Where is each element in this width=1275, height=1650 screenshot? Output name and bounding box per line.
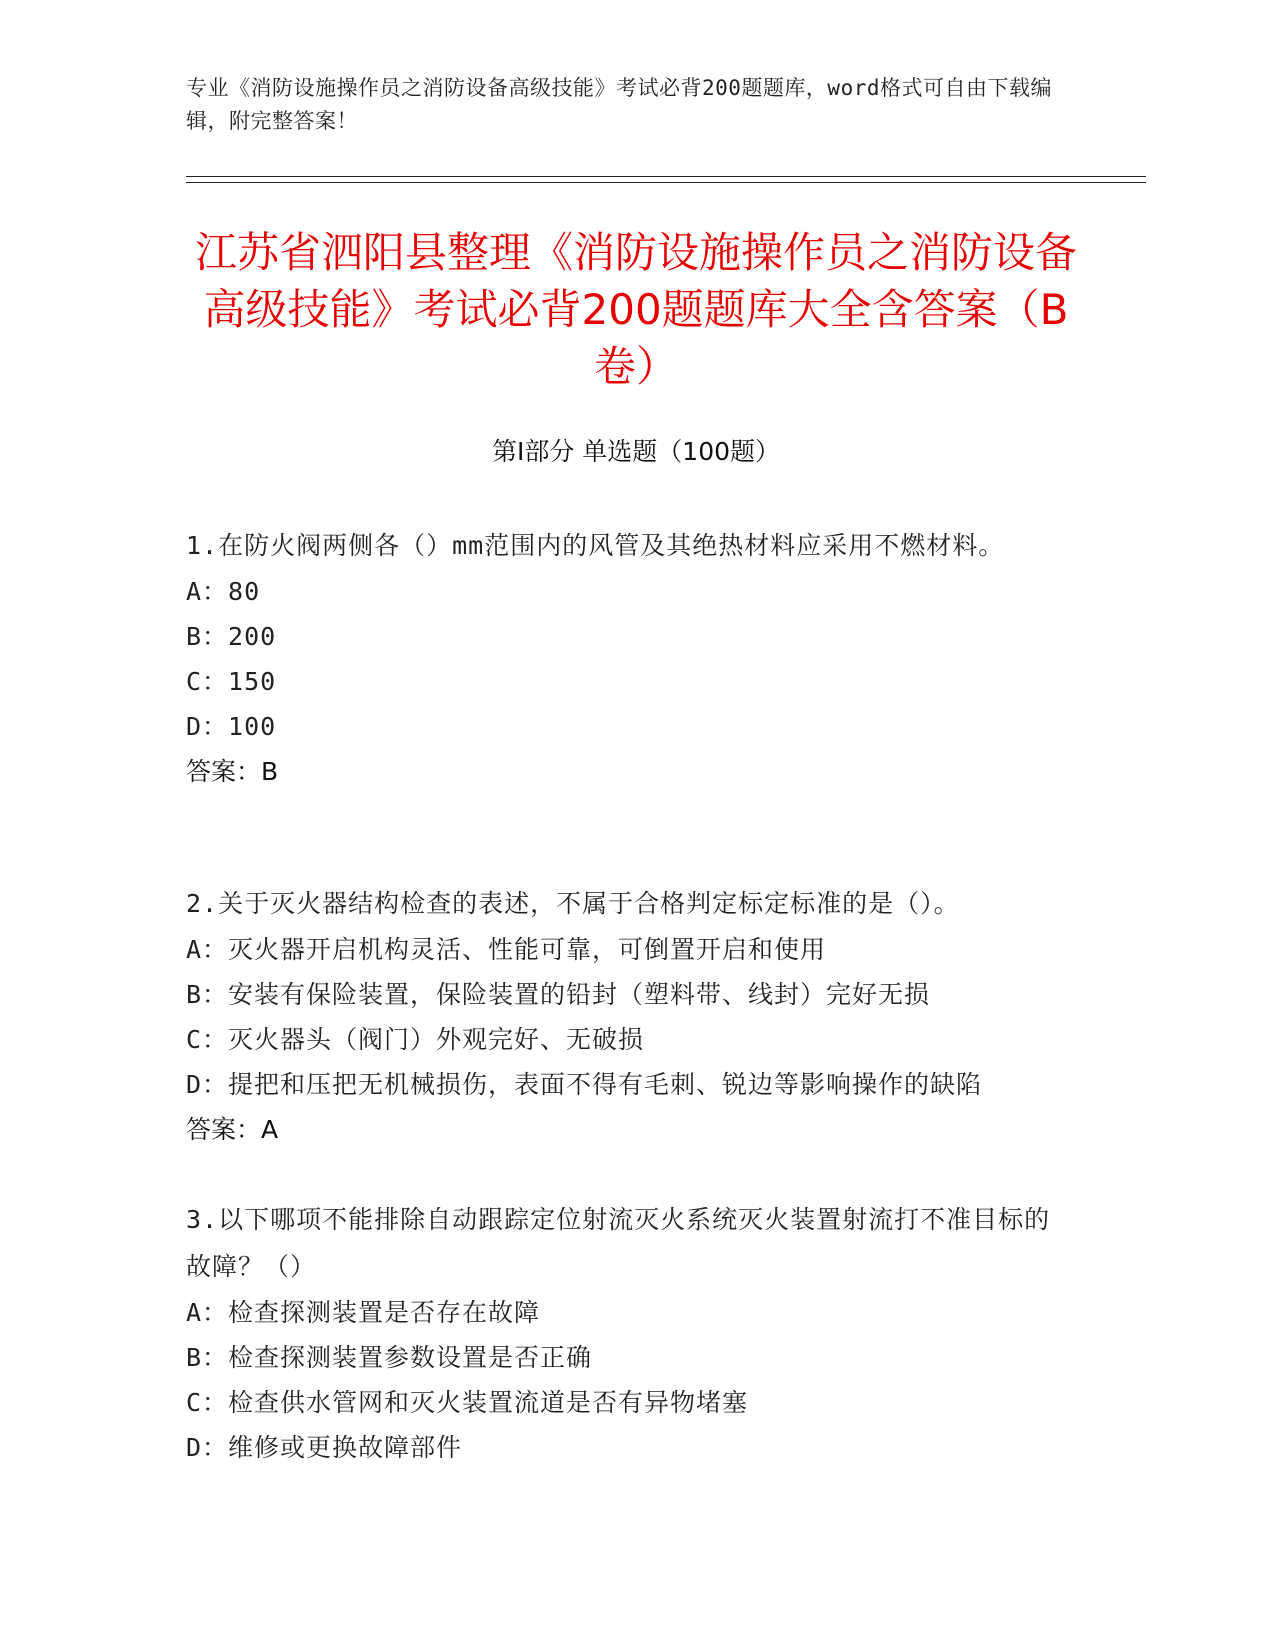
header-divider-bottom: [186, 182, 1146, 183]
option-d: D：维修或更换故障部件: [186, 1433, 463, 1462]
section-heading: 第I部分 单选题（100题）: [491, 437, 781, 466]
question-text: 1.在防火阀两侧各（）mm范围内的风管及其绝热材料应采用不燃材料。: [186, 531, 1005, 560]
answer-line: 答案：B: [186, 757, 279, 786]
header-note: 专业《消防设施操作员之消防设备高级技能》考试必背200题题库，word格式可自由下载编辑，附完整答案！: [186, 76, 1052, 133]
question-text: 2.关于灭火器结构检查的表述，不属于合格判定标定标准的是（）。: [186, 889, 960, 918]
question-1: [186, 522, 1066, 794]
option-b: B：安装有保险装置，保险装置的铅封（塑料带、线封）完好无损: [186, 980, 931, 1009]
document-title: 江苏省泗阳县整理《消防设施操作员之消防设备高级技能》考试必背200题题库大全含答案（B卷）: [194, 228, 1077, 391]
option-a: A：80: [186, 577, 261, 606]
question-3: [186, 1196, 1066, 1470]
option-b: B：200: [186, 622, 277, 651]
option-c: C：150: [186, 667, 277, 696]
option-c: C：检查供水管网和灭火装置流道是否有异物堵塞: [186, 1388, 749, 1417]
question-2: [186, 880, 1066, 1152]
option-a: A：检查探测装置是否存在故障: [186, 1298, 541, 1327]
option-c: C：灭火器头（阀门）外观完好、无破损: [186, 1025, 645, 1054]
option-b: B：检查探测装置参数设置是否正确: [186, 1343, 593, 1372]
answer-line: 答案：A: [186, 1115, 279, 1144]
option-d: D：100: [186, 712, 277, 741]
option-a: A：灭火器开启机构灵活、性能可靠，可倒置开启和使用: [186, 935, 827, 964]
question-text: 3.以下哪项不能排除自动跟踪定位射流灭火系统灭火装置射流打不准目标的故障？（）: [186, 1205, 1051, 1281]
header-divider-top: [186, 176, 1146, 177]
option-d: D：提把和压把无机械损伤，表面不得有毛刺、锐边等影响操作的缺陷: [186, 1070, 983, 1099]
